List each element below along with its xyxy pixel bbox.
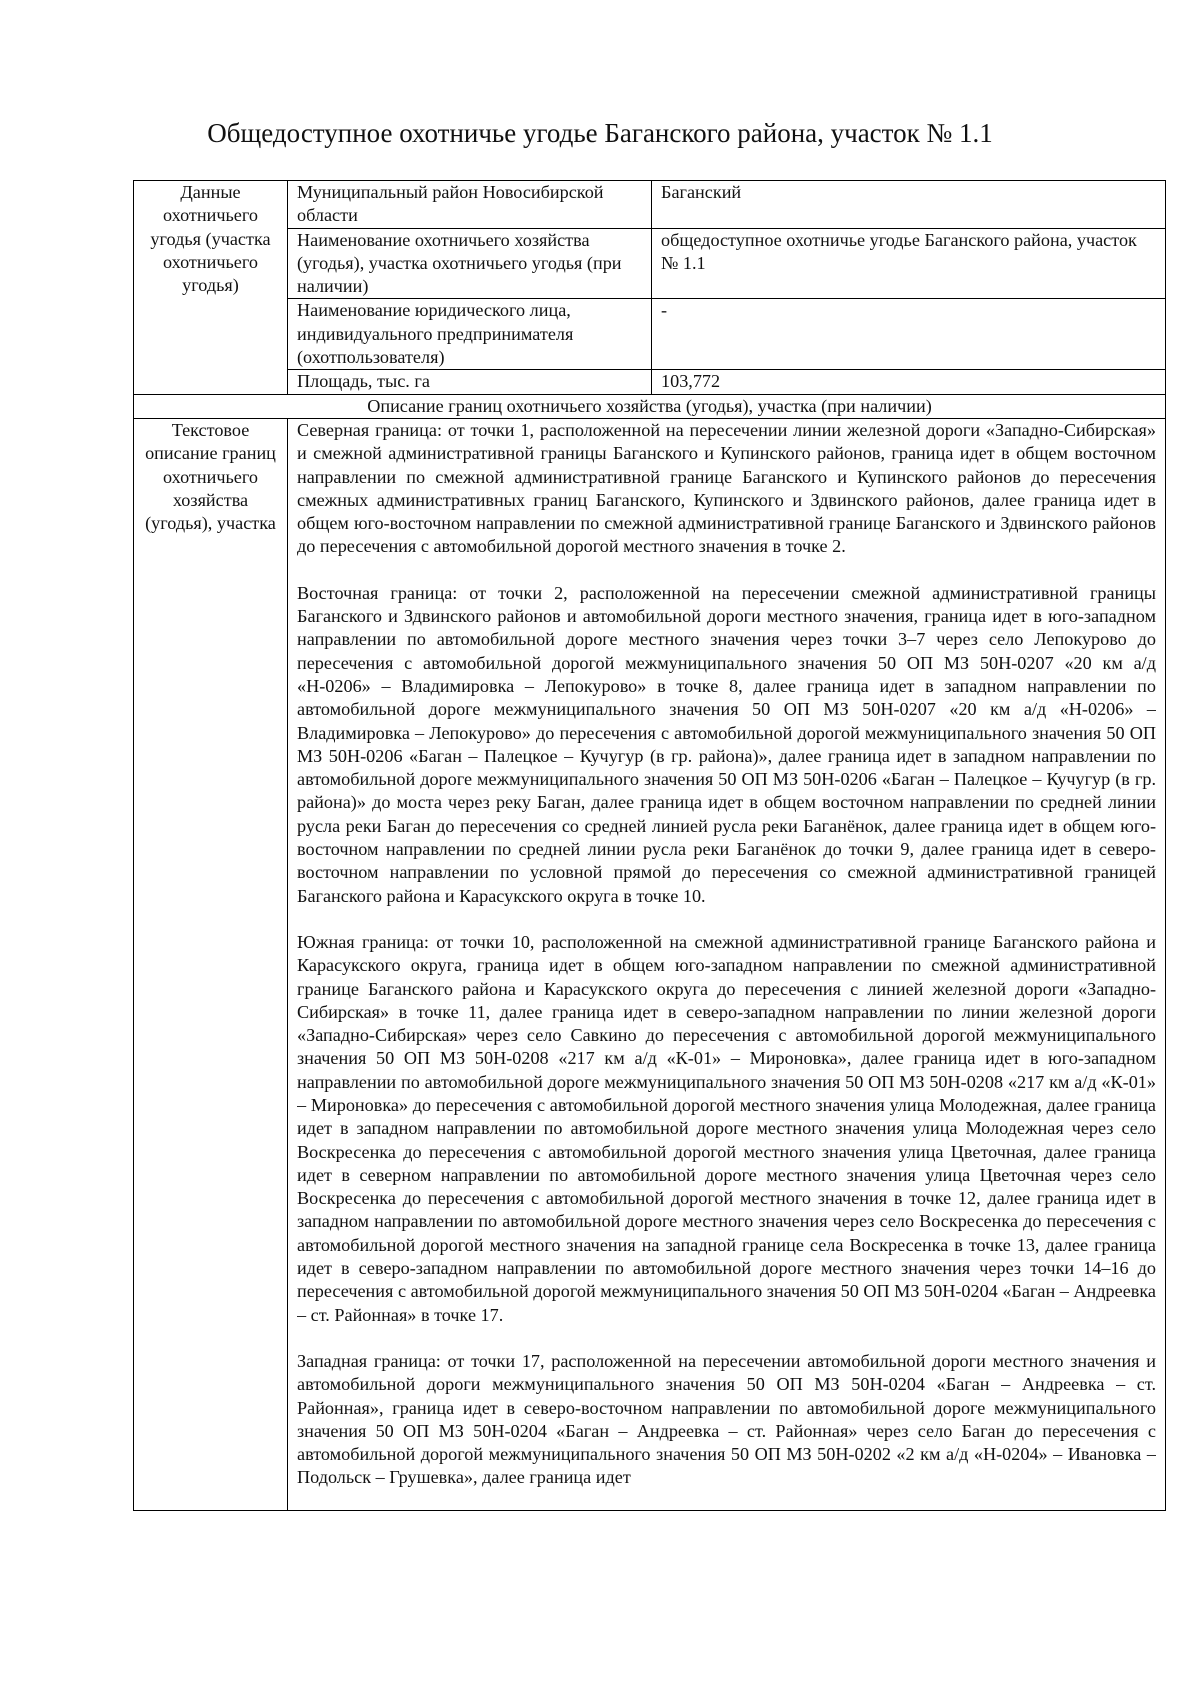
- row-value: -: [652, 299, 1166, 370]
- table-row: [134, 228, 1166, 299]
- table-row: [134, 370, 1166, 394]
- south-boundary-text: Южная граница: от точки 10, расположенной на смежной административной границе Баганского района и Карасукского округа, граница идет в общем юго-западном направлении по смежной административной границе Баганского района и Карасукского округа до пересечения с линией железной дороги «Западно-Сибирская» в точке 11, далее граница идет в северо-западном направлении по линии железной дороги «Западно-Сибирская» через село Савкино до пересечения с автомобильной дорогой межмуниципального значения 50 ОП МЗ 50Н-0208 «217 км а/д «К-01» – Мироновка», далее граница идет в юго-западном направлении по автомобильной дороге межмуниципального значения 50 ОП МЗ 50Н-0208 «217 км а/д «К-01» – Мироновка» до пересечения с автомобильной дорогой местного значения улица Молодежная, далее граница идет в западном направлении по автомобильной дороге местного значения улица Молодежная через село Воскресенка до пересечения с автомобильной дорогой местного значения улица Цветочная, далее граница идет в северном направлении по автомобильной дороге местного значения улица Цветочная через село Воскресенка до пересечения с автомобильной дорогой местного значения в точке 12, далее граница идет в западном направлении по автомобильной дороге местного значения через село Воскресенка до пересечения с автомобильной дорогой местного значения на западной границе села Воскресенка в точке 13, далее граница идет в северо-западном направлении по автомобильной дороге местного значения через точки 14–16 до пересечения с автомобильной дорогой межмуниципального значения 50 ОП МЗ 50Н-0204 «Баган – Андреевка – ст. Районная» в точке 17.: [297, 931, 1156, 1325]
- table-row: [134, 418, 1166, 1510]
- row-label: Площадь, тыс. га: [288, 370, 652, 394]
- north-boundary-text: Северная граница: от точки 1, расположенной на пересечении линии железной дороги «Западно-Сибирская» и смежной административной границы Баганского и Купинского районов, граница идет в общем восточном направлении по смежной административной границе Баганского и Купинского районов до пересечения смежных административных границ Баганского, Купинского и Здвинского районов, далее граница идет в общем юго-восточном направлении по смежной административной границе Баганского и Здвинского районов до пересечения с автомобильной дорогой местного значения в точке 2.: [297, 419, 1156, 557]
- section-header: Описание границ охотничьего хозяйства (угодья), участка (при наличии): [134, 394, 1166, 418]
- east-boundary-text: Восточная граница: от точки 2, расположенной на пересечении смежной административной границы Баганского и Здвинского районов и автомобильной дороги местного значения, граница идет в юго-западном направлении по автомобильной дороге местного значения через точки 3–7 через село Лепокурово до пересечения с автомобильной дорогой межмуниципального значения 50 ОП МЗ 50Н-0207 «20 км а/д «Н-0206» – Владимировка – Лепокурово» в точке 8, далее граница идет в западном направлении по автомобильной дороге межмуниципального значения 50 ОП МЗ 50Н-0207 «20 км а/д «Н-0206» – Владимировка – Лепокурово» до пересечения с автомобильной дорогой межмуниципального значения 50 ОП МЗ 50Н-0206 «Баган – Палецкое – Кучугур (в гр. района)», далее граница идет в западном направлении по автомобильной дороге межмуниципального значения 50 ОП МЗ 50Н-0206 «Баган – Палецкое – Кучугур (в гр. района)» до моста через реку Баган, далее граница идет в общем восточном направлении по средней линии русла реки Баган до пересечения со средней линией русла реки Баганёнок, далее граница идет в общем юго-восточном направлении по средней линии русла реки Баганёнок до точки 9, далее граница идет в северо-восточном направлении по условной прямой до пересечения со смежной административной границей Баганского района и Карасукского округа в точке 10.: [297, 582, 1156, 906]
- row-value: 103,772: [652, 370, 1166, 394]
- row-value: общедоступное охотничье угодье Баганского района, участок № 1.1: [652, 228, 1166, 299]
- row-label: Наименование юридического лица, индивидуального предпринимателя (охотпользователя): [288, 299, 652, 370]
- west-boundary-text: Западная граница: от точки 17, расположенной на пересечении автомобильной дороги местного значения и автомобильной дороги межмуниципального значения 50 ОП МЗ 50Н-0204 «Баган – Андреевка – ст. Районная», граница идет в северо-восточном направлении по автомобильной дороге межмуниципального значения 50 ОП МЗ 50Н-0204 «Баган – Андреевка – ст. Районная» через село Баган до пересечения с автомобильной дорогой межмуниципального значения 50 ОП МЗ 50Н-0202 «2 км а/д «Н-0204» – Ивановка – Подольск – Грушевка», далее граница идет: [297, 1350, 1156, 1488]
- row-value: Баганский: [652, 181, 1166, 229]
- page-title: Общедоступное охотничье угодье Баганского района, участок № 1.1: [207, 118, 993, 148]
- table-row: [134, 394, 1166, 418]
- table-row: [134, 299, 1166, 370]
- hunting-ground-table: [133, 180, 1166, 1511]
- table-row: [134, 181, 1166, 229]
- row-label: Наименование охотничьего хозяйства (угодья), участка охотничьего угодья (при наличии): [288, 228, 652, 299]
- boundary-description-cell: [288, 418, 1166, 1510]
- row-label: Муниципальный район Новосибирской области: [288, 181, 652, 229]
- ground-data-header: Данные охотничьего угодья (участка охотничьего угодья): [134, 181, 288, 395]
- boundary-description-header: Текстовое описание границ охотничьего хозяйства (угодья), участка: [134, 418, 288, 1510]
